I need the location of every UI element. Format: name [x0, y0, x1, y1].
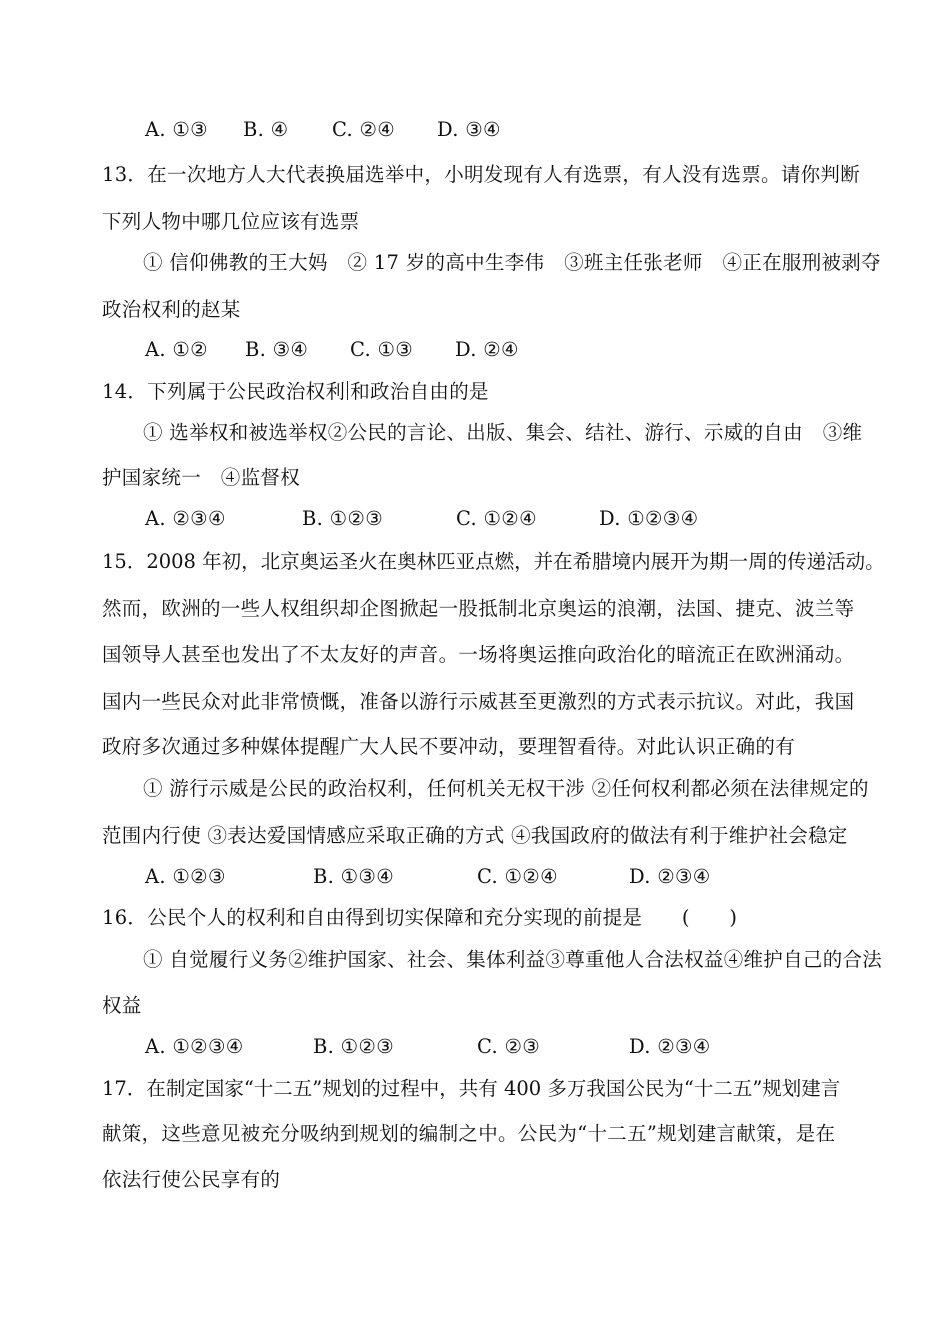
option-a: A. ①②③ [145, 865, 226, 888]
option-b: B. ①③④ [313, 865, 394, 888]
option-d: D. ③④ [437, 118, 501, 141]
q14-items-line1: ① 选举权和被选举权②公民的言论、出版、集会、结社、游行、示威的自由 ③维 [143, 421, 863, 444]
q15-stem-line2: 然而，欧洲的一些人权组织却企图掀起一股抵制北京奥运的浪潮，法国、捷克、波兰等 [102, 597, 855, 620]
q15-stem-line1: 15．2008 年初，北京奥运圣火在奥林匹亚点燃，并在希腊境内展开为期一周的传递活动。 [102, 550, 885, 573]
q15-stem-line4: 国内一些民众对此非常愤慨，准备以游行示威甚至更激烈的方式表示抗议。对此，我国 [102, 690, 855, 713]
option-c: C. ①②④ [477, 865, 558, 888]
option-a: A. ①② [145, 338, 208, 361]
q17-stem-line1: 17．在制定国家“十二五”规划的过程中，共有 400 多万我国公民为“十二五”规划建言 [102, 1077, 841, 1100]
option-d: D. ②④ [455, 338, 519, 361]
q16-items-line2: 权益 [102, 994, 142, 1017]
q17-stem-line2: 献策，这些意见被充分吸纳到规划的编制之中。公民为“十二五”规划建言献策，是在 [102, 1122, 836, 1145]
q15-stem-line5: 政府多次通过多种媒体提醒广大人民不要冲动，要理智看待。对此认识正确的有 [102, 735, 796, 758]
q13-items-line2: 政治权利的赵某 [102, 298, 241, 321]
q14-stem [102, 380, 489, 404]
option-c: C. ①③ [350, 338, 414, 361]
option-d: D. ②③④ [629, 1035, 711, 1058]
option-c: C. ②③ [477, 1035, 541, 1058]
q16-items-line1: ① 自觉履行义务②维护国家、社会、集体利益③尊重他人合法权益④维护自己的合法 [143, 948, 883, 971]
q16-stem-line1: 16．公民个人的权利和自由得到切实保障和充分实现的前提是 ( ) [102, 906, 738, 929]
option-b: B. ①②③ [302, 507, 383, 530]
option-b: B. ④ [243, 118, 289, 141]
option-a: A. ①②③④ [145, 1035, 244, 1058]
q17-stem-line3: 依法行使公民享有的 [102, 1168, 281, 1191]
option-d: D. ②③④ [629, 865, 711, 888]
option-c: C. ②④ [332, 118, 396, 141]
q13-stem-line1: 13．在一次地方人大代表换届选举中，小明发现有人有选票，有人没有选票。请你判断 [102, 163, 861, 186]
q13-items-line1: ① 信仰佛教的王大妈 ② 17 岁的高中生李伟 ③班主任张老师 ④正在服刑被剥夺 [143, 251, 881, 274]
q13-stem-line2: 下列人物中哪几位应该有选票 [102, 210, 360, 233]
text-cursor [347, 381, 348, 400]
q14-items-line2: 护国家统一 ④监督权 [102, 466, 301, 489]
option-a: A. ②③④ [145, 507, 226, 530]
option-c: C. ①②④ [456, 507, 537, 530]
option-a: A. ①③ [145, 118, 208, 141]
q14-stem-part1: 14．下列属于公民政治权利 [102, 380, 346, 403]
q15-items-line1: ① 游行示威是公民的政治权利，任何机关无权干涉 ②任何权利都必须在法律规定的 [143, 777, 869, 800]
q15-items-line2: 范围内行使 ③表达爱国情感应采取正确的方式 ④我国政府的做法有利于维护社会稳定 [102, 824, 848, 847]
option-d: D. ①②③④ [599, 507, 699, 530]
option-b: B. ③④ [245, 338, 309, 361]
q15-stem-line3: 国领导人甚至也发出了不太友好的声音。一场将奥运推向政治化的暗流正在欧洲涌动。 [102, 643, 855, 666]
option-b: B. ①②③ [313, 1035, 394, 1058]
q14-stem-part2: 和政治自由的是 [350, 380, 489, 403]
